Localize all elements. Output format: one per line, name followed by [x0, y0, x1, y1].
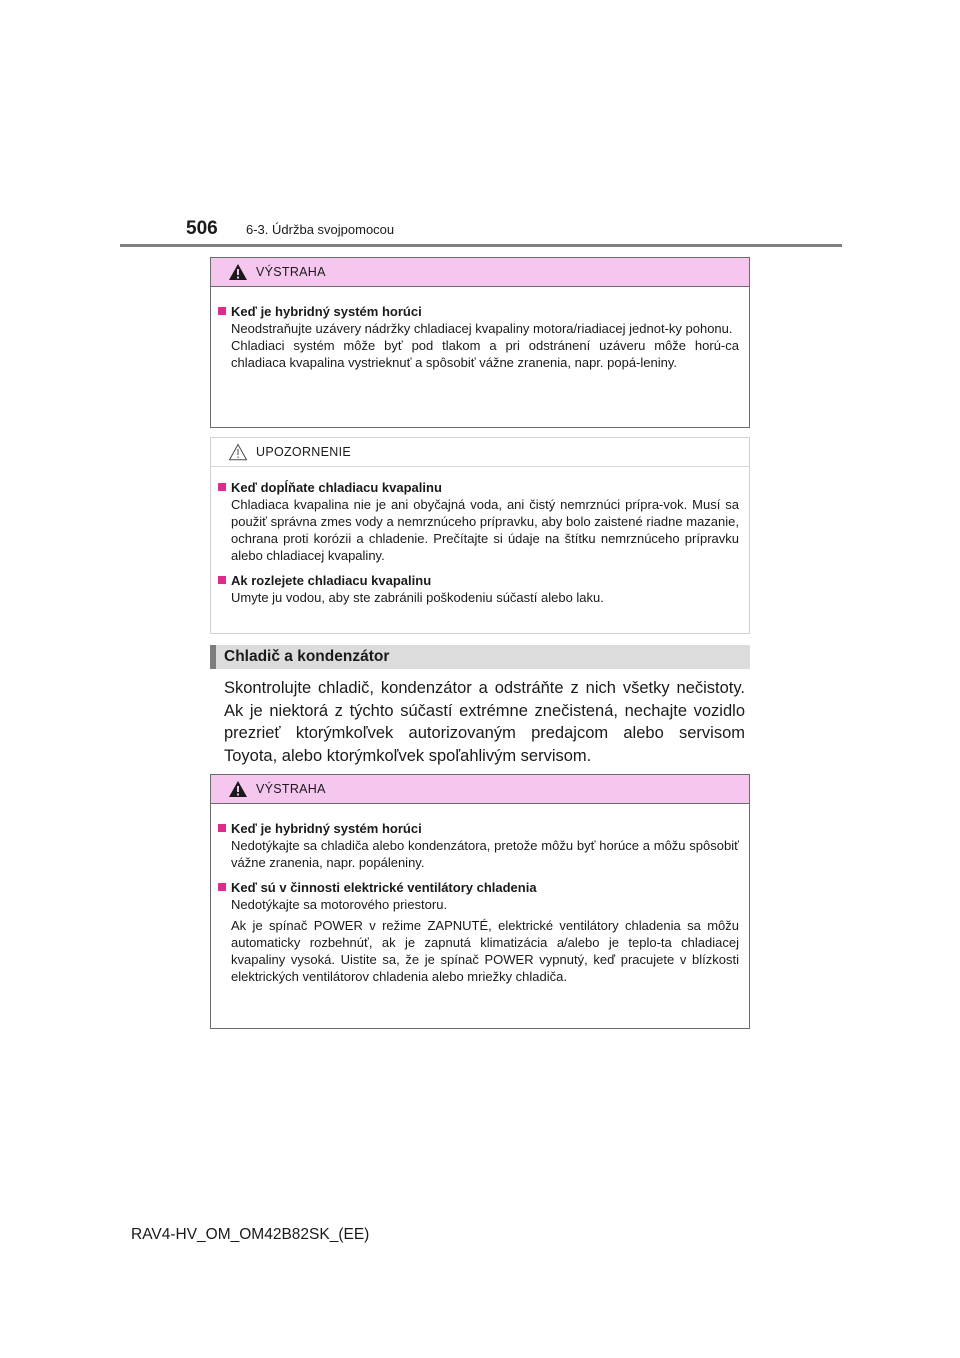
warning-triangle-icon	[228, 780, 248, 798]
caution-label: UPOZORNENIE	[256, 445, 351, 459]
item-text: Umyte ju vodou, aby ste zabránili poškodeniu súčastí alebo laku.	[231, 590, 604, 605]
bullet-icon	[218, 824, 226, 832]
caution-triangle-icon	[228, 443, 248, 461]
item-title: Keď je hybridný systém horúci	[231, 304, 422, 319]
warning-header	[211, 775, 749, 804]
section-body-text: Skontrolujte chladič, kondenzátor a odstráňte z nich všetky nečistoty. Ak je niektorá z týchto súčastí extrémne znečistená, nechajte vozidlo prezrieť ktorýmkoľvek autorizovaným predajcom alebo servisom Toyota, alebo ktorýmkoľvek spoľahlivým servisom.	[224, 679, 745, 765]
item-title: Keď dopĺňate chladiacu kvapalinu	[231, 480, 442, 495]
item-title: Keď sú v činnosti elektrické ventilátory chladenia	[231, 880, 537, 895]
item-text: Chladiaca kvapalina nie je ani obyčajná voda, ani čistý nemrznúci prípra-vok. Musí sa použiť správna zmes vody a nemrznúceho prípravku, aby bolo zaistené riadne mazanie, ochrana proti korózii a chladenie. Prečítajte si údaje na štítku nemrznúceho prípravku alebo chladiacej kvapaliny.	[231, 497, 739, 563]
item-text: Ak je spínač POWER v režime ZAPNUTÉ, elektrické ventilátory chladenia sa môžu automaticky rozbehnúť, ak je zapnutá klimatizácia a/alebo je teplo-ta chladiacej kvapaliny vysoká. Uistite sa, že je spínač POWER vypnutý, keď pracujete v blízkosti elektrických ventilátorov chladenia alebo mriežky chladiča.	[231, 918, 739, 984]
item-text: Nedotýkajte sa motorového priestoru.	[231, 897, 448, 912]
warning-label: VÝSTRAHA	[256, 265, 326, 279]
caution-item	[218, 479, 739, 564]
warning-item	[218, 303, 739, 371]
section-heading-text: Chladič a kondenzátor	[224, 648, 390, 665]
item-text: Neodstraňujte uzávery nádržky chladiacej kvapaliny motora/riadiacej jednot-ky pohonu.	[231, 321, 733, 336]
bullet-icon	[218, 883, 226, 891]
item-title: Ak rozlejete chladiacu kvapalinu	[231, 573, 432, 588]
warning-item	[218, 820, 739, 871]
bullet-icon	[218, 576, 226, 584]
section-title: 6-3. Údržba svojpomocou	[246, 222, 395, 237]
section-heading	[210, 645, 750, 669]
warning-triangle-icon	[228, 263, 248, 281]
bullet-icon	[218, 307, 226, 315]
page-number: 506	[186, 218, 218, 239]
bullet-icon	[218, 483, 226, 491]
header-rule	[120, 244, 842, 247]
caution-header	[211, 438, 749, 467]
warning-box-2	[210, 774, 750, 1029]
caution-item	[218, 572, 739, 606]
caution-box-1	[210, 437, 750, 634]
warning-item	[218, 879, 739, 985]
item-text: Chladiaci systém môže byť pod tlakom a pri odstránení uzáveru môže horú-ca chladiaca kvapalina vystrieknuť a spôsobiť vážne zranenia, napr. popá-leniny.	[231, 338, 739, 370]
warning-box-1	[210, 257, 750, 428]
warning-header	[211, 258, 749, 287]
item-title: Keď je hybridný systém horúci	[231, 821, 422, 836]
item-text: Nedotýkajte sa chladiča alebo kondenzátora, pretože môžu byť horúce a môžu spôsobiť vážne zranenia, napr. popáleniny.	[231, 838, 739, 870]
warning-label: VÝSTRAHA	[256, 782, 326, 796]
document-code: RAV4-HV_OM_OM42B82SK_(EE)	[131, 1226, 370, 1243]
